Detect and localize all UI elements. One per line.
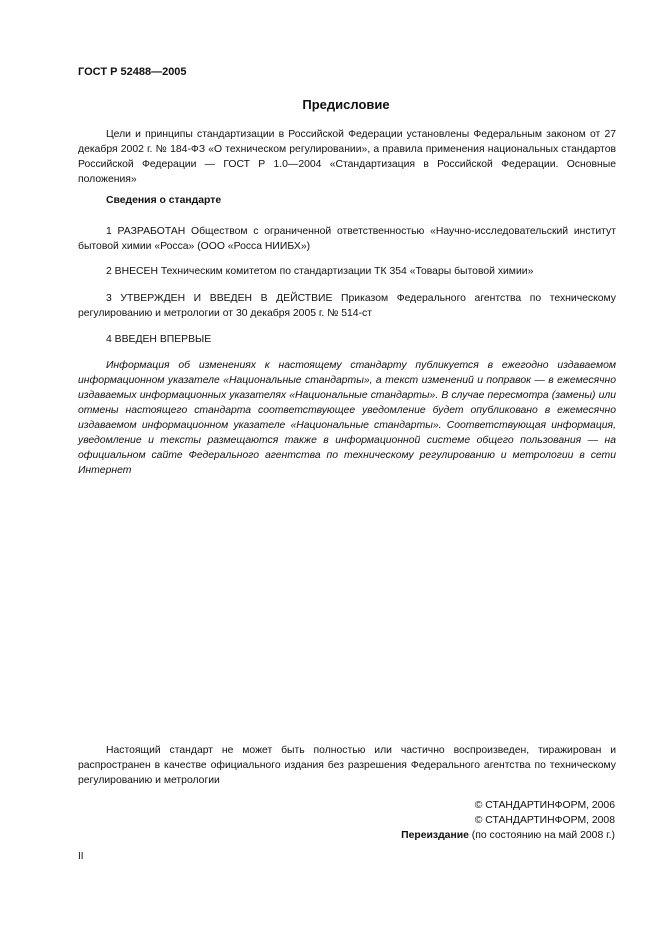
copyright-line-2008: © СТАНДАРТИНФОРМ, 2008	[474, 815, 615, 826]
intro-paragraph: Цели и принципы стандартизации в Российской Федерации установлены Федеральным законом от 27 декабря 2002 г. № 184-ФЗ «О техническом регулировании», а правила применения национальных стандартов Российской Федерации — ГОСТ Р 1.0—2004 «Стандартизация в Российской Федерации. Основные положения»	[78, 129, 616, 185]
page-number: II	[78, 851, 84, 862]
reissue-label: Переиздание	[401, 830, 469, 841]
document-id: ГОСТ Р 52488—2005	[78, 66, 187, 78]
reproduction-note: Настоящий стандарт не может быть полностью или частично воспроизведен, тиражирован и распространен в качестве официального издания без разрешения Федерального агентства по техническому регулированию и метрологии	[78, 745, 616, 786]
item-1: 1 РАЗРАБОТАН Обществом с ограниченной ответственностью «Научно-исследовательский институт бытовой химии «Росса» (ООО «Росса НИИБХ»)	[78, 226, 616, 252]
info-note: Информация об изменениях к настоящему стандарту публикуется в ежегодно издаваемом информационном указателе «Национальные стандарты», а текст изменений и поправок — в ежемесячно издаваемых информационных указателях «Национальные стандарты». В случае пересмотра (замены) или отмены настоящего стандарта соответствующее уведомление будет опубликовано в ежемесячно издаваемом информационном указателе «Национальные стандарты». Соответствующая информация, уведомление и тексты размещаются также в информационной системе общего пользования — на официальном сайте Федерального агентства по техническому регулированию и метрологии в сети Интернет	[78, 360, 616, 476]
copyright-line-2006: © СТАНДАРТИНФОРМ, 2006	[474, 800, 615, 811]
copyright-block	[401, 798, 615, 843]
section-title: Сведения о стандарте	[106, 195, 222, 206]
reissue-line	[401, 828, 615, 843]
item-3: 3 УТВЕРЖДЕН И ВВЕДЕН В ДЕЙСТВИЕ Приказом Федерального агентства по техническому регулированию и метрологии от 30 декабря 2005 г. № 514-ст	[78, 293, 616, 319]
page-title: Предисловие	[302, 97, 390, 112]
reissue-text: (по состоянию на май 2008 г.)	[468, 830, 615, 841]
item-4: 4 ВВЕДЕН ВПЕРВЫЕ	[106, 334, 212, 345]
item-2: 2 ВНЕСЕН Техническим комитетом по стандартизации ТК 354 «Товары бытовой химии»	[106, 266, 534, 277]
